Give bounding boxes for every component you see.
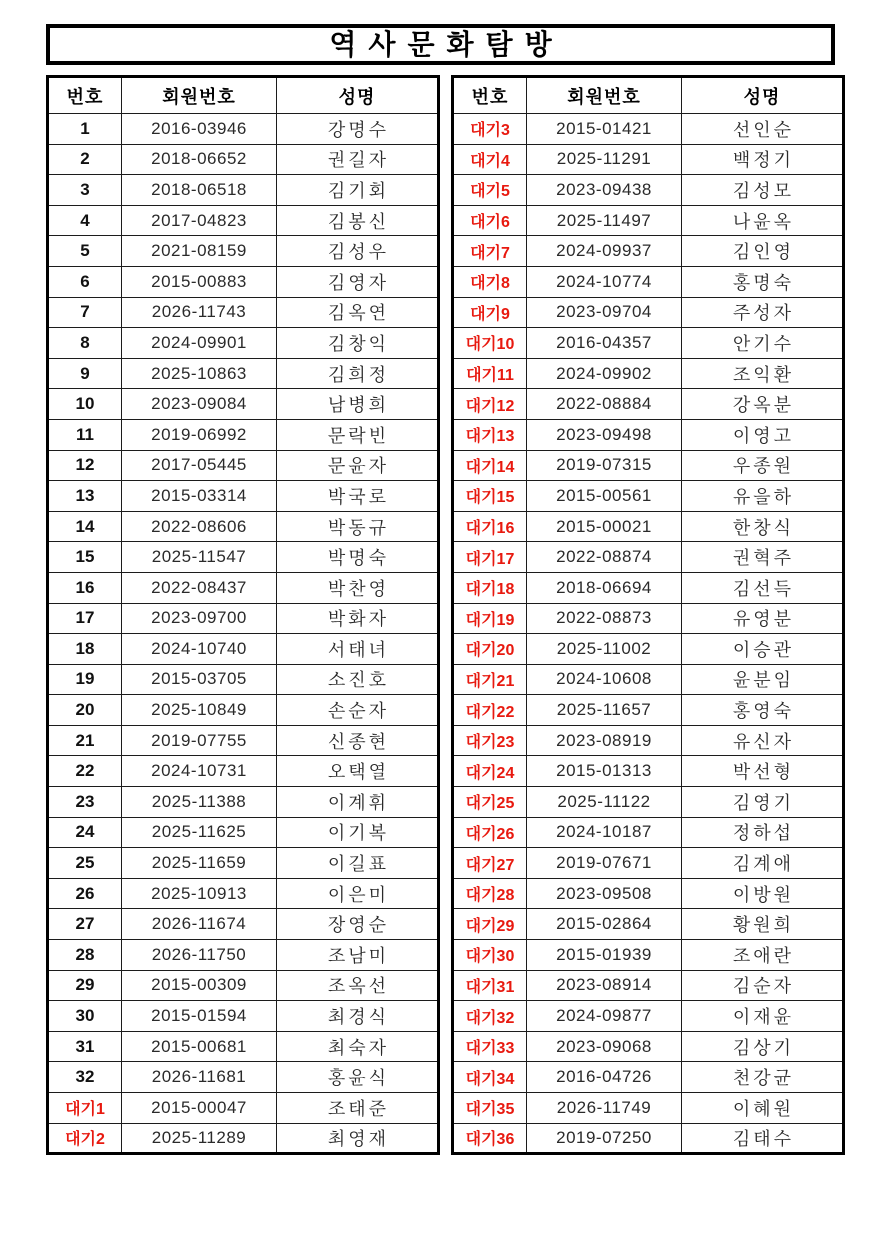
table-row [453,664,844,695]
table-row [453,940,844,971]
name-cell: 김태수 [682,1123,844,1154]
wait-number-cell: 대기7 [453,236,527,267]
name-cell: 신종현 [277,725,439,756]
member-number-cell: 2021-08159 [122,236,277,267]
member-number-cell: 2015-00047 [122,1093,277,1124]
row-number-cell: 19 [48,664,122,695]
name-cell: 이혜원 [682,1093,844,1124]
wait-number-cell: 대기17 [453,542,527,573]
member-number-cell: 2024-10731 [122,756,277,787]
name-cell: 서태녀 [277,634,439,665]
member-number-cell: 2025-11497 [527,205,682,236]
table-row [48,848,439,879]
row-number-cell: 1 [48,114,122,145]
table-row [48,144,439,175]
wait-number-cell: 대기25 [453,787,527,818]
name-cell: 김영자 [277,266,439,297]
table-row [453,1062,844,1093]
table-row [453,1123,844,1154]
name-cell: 조남미 [277,940,439,971]
member-number-cell: 2024-09902 [527,358,682,389]
member-number-cell: 2025-11289 [122,1123,277,1154]
wait-number-cell: 대기6 [453,205,527,236]
member-number-cell: 2024-10740 [122,634,277,665]
table-row [453,848,844,879]
table-row [453,236,844,267]
row-number-cell: 14 [48,511,122,542]
table-row [453,389,844,420]
attendee-table-left [46,75,440,1155]
table-row [453,725,844,756]
name-cell: 김봉신 [277,205,439,236]
name-cell: 홍영숙 [682,695,844,726]
table-row [48,1123,439,1154]
wait-number-cell: 대기24 [453,756,527,787]
name-cell: 우종원 [682,450,844,481]
member-number-cell: 2018-06518 [122,175,277,206]
member-number-cell: 2025-11659 [122,848,277,879]
wait-number-cell: 대기11 [453,358,527,389]
member-number-cell: 2024-10187 [527,817,682,848]
name-cell: 유신자 [682,725,844,756]
table-row [453,756,844,787]
member-number-cell: 2022-08873 [527,603,682,634]
name-cell: 이길표 [277,848,439,879]
name-cell: 조옥선 [277,970,439,1001]
table-row [48,603,439,634]
member-number-cell: 2017-05445 [122,450,277,481]
name-cell: 김계애 [682,848,844,879]
wait-number-cell: 대기13 [453,419,527,450]
name-cell: 문윤자 [277,450,439,481]
name-cell: 김옥연 [277,297,439,328]
table-row [453,909,844,940]
name-cell: 유을하 [682,481,844,512]
table-row [453,450,844,481]
table-row [48,1031,439,1062]
table-row [453,297,844,328]
name-cell: 강명수 [277,114,439,145]
row-number-cell: 13 [48,481,122,512]
member-number-cell: 2023-09700 [122,603,277,634]
member-number-cell: 2023-08919 [527,725,682,756]
wait-number-cell: 대기10 [453,328,527,359]
wait-number-cell: 대기5 [453,175,527,206]
member-number-cell: 2025-10913 [122,878,277,909]
name-cell: 정하섭 [682,817,844,848]
name-cell: 박동규 [277,511,439,542]
member-number-cell: 2015-00309 [122,970,277,1001]
wait-number-cell: 대기1 [48,1093,122,1124]
table-body-right [453,114,844,1154]
member-number-cell: 2015-00561 [527,481,682,512]
member-number-cell: 2025-11625 [122,817,277,848]
member-number-cell: 2016-04726 [527,1062,682,1093]
name-cell: 백정기 [682,144,844,175]
name-cell: 조익환 [682,358,844,389]
header-member-number: 회원번호 [122,77,277,114]
member-number-cell: 2026-11749 [527,1093,682,1124]
name-cell: 손순자 [277,695,439,726]
row-number-cell: 20 [48,695,122,726]
name-cell: 김성모 [682,175,844,206]
name-cell: 권길자 [277,144,439,175]
table-row [453,419,844,450]
name-cell: 최영재 [277,1123,439,1154]
table-row [48,450,439,481]
name-cell: 장영순 [277,909,439,940]
row-number-cell: 26 [48,878,122,909]
row-number-cell: 31 [48,1031,122,1062]
table-row [453,266,844,297]
wait-number-cell: 대기3 [453,114,527,145]
member-number-cell: 2022-08874 [527,542,682,573]
wait-number-cell: 대기34 [453,1062,527,1093]
row-number-cell: 10 [48,389,122,420]
name-cell: 김성우 [277,236,439,267]
table-row [453,817,844,848]
name-cell: 김인영 [682,236,844,267]
table-row [453,144,844,175]
wait-number-cell: 대기30 [453,940,527,971]
table-row [48,481,439,512]
row-number-cell: 6 [48,266,122,297]
wait-number-cell: 대기29 [453,909,527,940]
table-row [48,695,439,726]
table-row [48,725,439,756]
member-number-cell: 2026-11681 [122,1062,277,1093]
name-cell: 선인순 [682,114,844,145]
table-row [48,297,439,328]
member-number-cell: 2015-02864 [527,909,682,940]
wait-number-cell: 대기23 [453,725,527,756]
table-row [48,1062,439,1093]
table-row [48,511,439,542]
table-row [48,1093,439,1124]
member-number-cell: 2025-10849 [122,695,277,726]
wait-number-cell: 대기12 [453,389,527,420]
table-row [453,878,844,909]
wait-number-cell: 대기19 [453,603,527,634]
member-number-cell: 2024-09877 [527,1001,682,1032]
member-number-cell: 2025-10863 [122,358,277,389]
member-number-cell: 2019-07671 [527,848,682,879]
name-cell: 황원희 [682,909,844,940]
name-cell: 조애란 [682,940,844,971]
table-header-left [48,77,439,114]
row-number-cell: 32 [48,1062,122,1093]
table-row [453,114,844,145]
member-number-cell: 2023-09704 [527,297,682,328]
member-number-cell: 2025-11388 [122,787,277,818]
name-cell: 박명숙 [277,542,439,573]
name-cell: 김영기 [682,787,844,818]
table-row [48,205,439,236]
table-row [48,358,439,389]
tables-container [46,75,880,1155]
table-row [48,817,439,848]
member-number-cell: 2026-11743 [122,297,277,328]
table-row [48,572,439,603]
header-name: 성명 [277,77,439,114]
name-cell: 남병희 [277,389,439,420]
name-cell: 천강균 [682,1062,844,1093]
table-row [453,787,844,818]
name-cell: 이은미 [277,878,439,909]
table-row [453,328,844,359]
header-name: 성명 [682,77,844,114]
wait-number-cell: 대기16 [453,511,527,542]
wait-number-cell: 대기36 [453,1123,527,1154]
member-number-cell: 2022-08884 [527,389,682,420]
member-number-cell: 2025-11002 [527,634,682,665]
table-row [453,634,844,665]
wait-number-cell: 대기15 [453,481,527,512]
page-title [46,24,835,65]
wait-number-cell: 대기27 [453,848,527,879]
table-row [453,358,844,389]
name-cell: 강옥분 [682,389,844,420]
name-cell: 이승관 [682,634,844,665]
row-number-cell: 29 [48,970,122,1001]
member-number-cell: 2018-06652 [122,144,277,175]
name-cell: 오택열 [277,756,439,787]
wait-number-cell: 대기32 [453,1001,527,1032]
name-cell: 이기복 [277,817,439,848]
row-number-cell: 15 [48,542,122,573]
row-number-cell: 11 [48,419,122,450]
row-number-cell: 25 [48,848,122,879]
name-cell: 유영분 [682,603,844,634]
table-row [453,1031,844,1062]
member-number-cell: 2025-11122 [527,787,682,818]
table-row [48,756,439,787]
name-cell: 한창식 [682,511,844,542]
member-number-cell: 2015-00883 [122,266,277,297]
header-number: 번호 [48,77,122,114]
name-cell: 김창익 [277,328,439,359]
wait-number-cell: 대기22 [453,695,527,726]
member-number-cell: 2025-11657 [527,695,682,726]
name-cell: 박화자 [277,603,439,634]
member-number-cell: 2024-09937 [527,236,682,267]
wait-number-cell: 대기9 [453,297,527,328]
wait-number-cell: 대기2 [48,1123,122,1154]
table-row [453,970,844,1001]
table-row [453,1001,844,1032]
member-number-cell: 2022-08437 [122,572,277,603]
member-number-cell: 2023-09508 [527,878,682,909]
name-cell: 홍명숙 [682,266,844,297]
name-cell: 최경식 [277,1001,439,1032]
wait-number-cell: 대기8 [453,266,527,297]
wait-number-cell: 대기31 [453,970,527,1001]
name-cell: 김선득 [682,572,844,603]
member-number-cell: 2025-11547 [122,542,277,573]
table-row [453,572,844,603]
name-cell: 이재윤 [682,1001,844,1032]
row-number-cell: 23 [48,787,122,818]
member-number-cell: 2023-09068 [527,1031,682,1062]
member-number-cell: 2015-01421 [527,114,682,145]
wait-number-cell: 대기18 [453,572,527,603]
table-row [48,266,439,297]
table-row [48,542,439,573]
member-number-cell: 2023-09084 [122,389,277,420]
row-number-cell: 2 [48,144,122,175]
member-number-cell: 2024-09901 [122,328,277,359]
header-member-number: 회원번호 [527,77,682,114]
row-number-cell: 30 [48,1001,122,1032]
wait-number-cell: 대기26 [453,817,527,848]
member-number-cell: 2026-11750 [122,940,277,971]
member-number-cell: 2019-07755 [122,725,277,756]
table-row [48,419,439,450]
table-row [48,787,439,818]
wait-number-cell: 대기20 [453,634,527,665]
row-number-cell: 5 [48,236,122,267]
member-number-cell: 2025-11291 [527,144,682,175]
wait-number-cell: 대기4 [453,144,527,175]
table-row [453,542,844,573]
name-cell: 권혁주 [682,542,844,573]
wait-number-cell: 대기35 [453,1093,527,1124]
table-row [48,909,439,940]
row-number-cell: 4 [48,205,122,236]
row-number-cell: 17 [48,603,122,634]
wait-number-cell: 대기14 [453,450,527,481]
wait-number-cell: 대기33 [453,1031,527,1062]
table-row [48,389,439,420]
page-title-text: 역사문화탐방 [329,29,564,60]
member-number-cell: 2015-00681 [122,1031,277,1062]
name-cell: 주성자 [682,297,844,328]
row-number-cell: 12 [48,450,122,481]
table-row [453,1093,844,1124]
name-cell: 박찬영 [277,572,439,603]
name-cell: 홍윤식 [277,1062,439,1093]
table-header-right [453,77,844,114]
wait-number-cell: 대기28 [453,878,527,909]
name-cell: 박선형 [682,756,844,787]
member-number-cell: 2017-04823 [122,205,277,236]
name-cell: 윤분임 [682,664,844,695]
table-row [453,175,844,206]
table-row [48,940,439,971]
member-number-cell: 2015-03314 [122,481,277,512]
name-cell: 문락빈 [277,419,439,450]
wait-number-cell: 대기21 [453,664,527,695]
row-number-cell: 21 [48,725,122,756]
row-number-cell: 28 [48,940,122,971]
header-number: 번호 [453,77,527,114]
name-cell: 김기회 [277,175,439,206]
table-row [48,634,439,665]
member-number-cell: 2019-07315 [527,450,682,481]
name-cell: 이방원 [682,878,844,909]
member-number-cell: 2023-09498 [527,419,682,450]
table-body-left [48,114,439,1154]
table-row [48,1001,439,1032]
table-row [453,511,844,542]
name-cell: 박국로 [277,481,439,512]
row-number-cell: 27 [48,909,122,940]
row-number-cell: 24 [48,817,122,848]
row-number-cell: 8 [48,328,122,359]
member-number-cell: 2023-08914 [527,970,682,1001]
member-number-cell: 2015-03705 [122,664,277,695]
member-number-cell: 2015-01939 [527,940,682,971]
row-number-cell: 3 [48,175,122,206]
member-number-cell: 2018-06694 [527,572,682,603]
table-row [453,695,844,726]
row-number-cell: 7 [48,297,122,328]
name-cell: 이영고 [682,419,844,450]
table-row [48,236,439,267]
table-row [48,664,439,695]
table-row [453,603,844,634]
member-number-cell: 2015-01594 [122,1001,277,1032]
row-number-cell: 9 [48,358,122,389]
table-row [48,114,439,145]
table-row [48,328,439,359]
table-row [48,970,439,1001]
member-number-cell: 2024-10774 [527,266,682,297]
name-cell: 이계휘 [277,787,439,818]
name-cell: 안기수 [682,328,844,359]
member-number-cell: 2019-07250 [527,1123,682,1154]
name-cell: 최숙자 [277,1031,439,1062]
member-number-cell: 2019-06992 [122,419,277,450]
table-row [453,205,844,236]
member-number-cell: 2015-01313 [527,756,682,787]
member-number-cell: 2024-10608 [527,664,682,695]
table-row [453,481,844,512]
header-row [453,77,844,114]
name-cell: 김순자 [682,970,844,1001]
member-number-cell: 2015-00021 [527,511,682,542]
member-number-cell: 2016-04357 [527,328,682,359]
table-row [48,878,439,909]
row-number-cell: 16 [48,572,122,603]
attendee-table-right [451,75,845,1155]
name-cell: 소진호 [277,664,439,695]
name-cell: 김상기 [682,1031,844,1062]
name-cell: 조태준 [277,1093,439,1124]
name-cell: 김희정 [277,358,439,389]
member-number-cell: 2022-08606 [122,511,277,542]
member-number-cell: 2016-03946 [122,114,277,145]
row-number-cell: 18 [48,634,122,665]
row-number-cell: 22 [48,756,122,787]
name-cell: 나윤옥 [682,205,844,236]
member-number-cell: 2023-09438 [527,175,682,206]
header-row [48,77,439,114]
member-number-cell: 2026-11674 [122,909,277,940]
table-row [48,175,439,206]
